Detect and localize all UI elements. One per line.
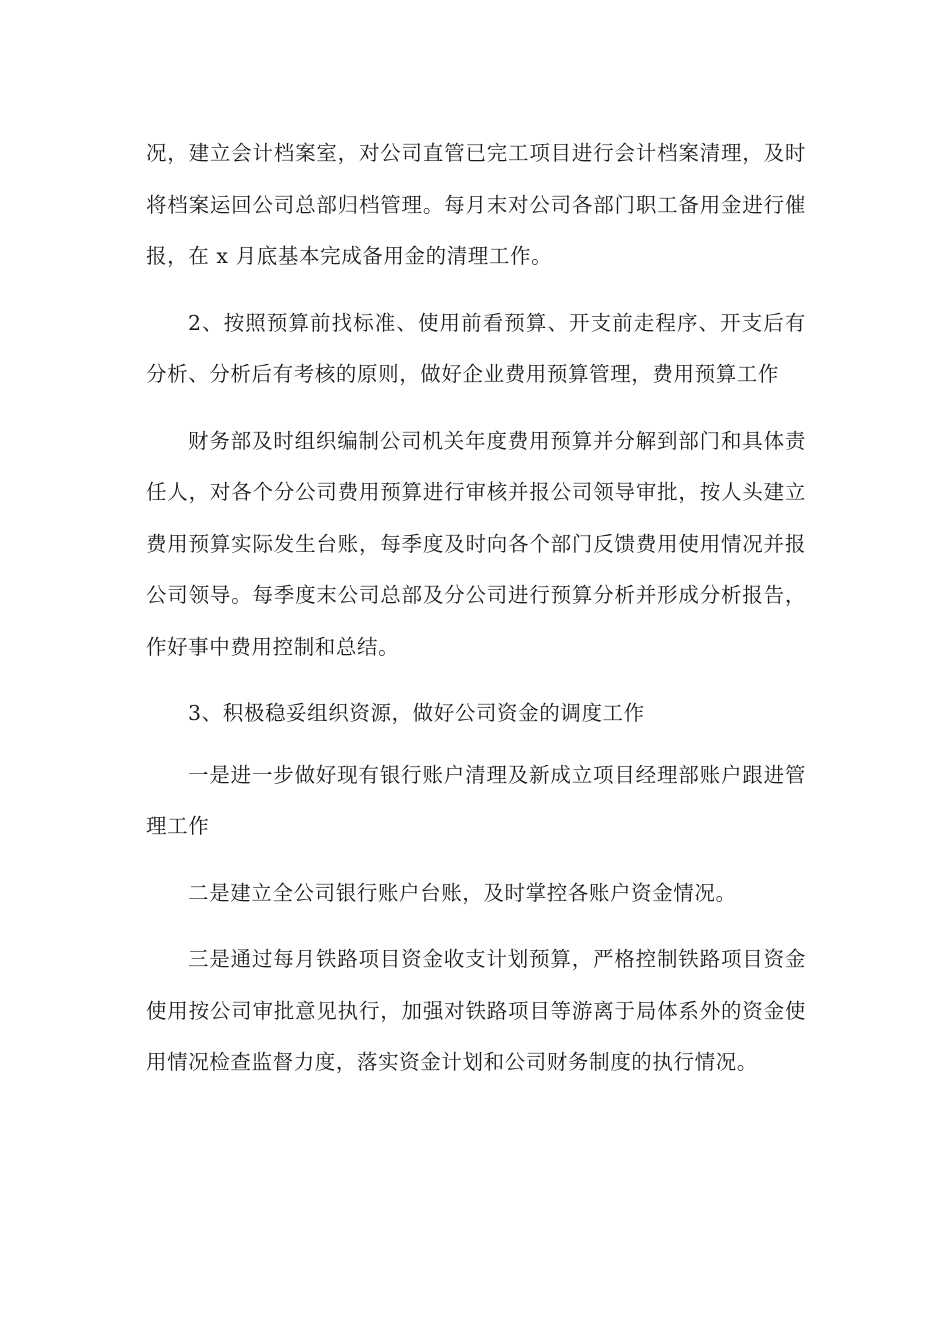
paragraph-fund-dispatch-heading: 3、积极稳妥组织资源，做好公司资金的调度工作 <box>188 701 645 725</box>
paragraph-item-two: 二是建立全公司银行账户台账，及时掌控各账户资金情况。 <box>188 880 737 905</box>
paragraph-archive-cleanup: 况，建立会计档案室，对公司直管已完工项目进行会计档案清理，及时将档案运回公司总部归档管理。每月末对公司各部门职工备用金进行催报，在 x 月底基本完成备用金的清理工作。 <box>146 141 806 268</box>
paragraph-item-one: 一是进一步做好现有银行账户清理及新成立项目经理部账户跟进管理工作 <box>146 762 806 838</box>
document-body <box>146 128 806 1104</box>
paragraph-budget-principle: 2、按照预算前找标准、使用前看预算、开支前走程序、开支后有分析、分析后有考核的原则，做好企业费用预算管理，费用预算工作 <box>146 310 806 386</box>
paragraph-budget-process: 财务部及时组织编制公司机关年度费用预算并分解到部门和具体责任人，对各个分公司费用预算进行审核并报公司领导审批，按人头建立费用预算实际发生台账，每季度及时向各个部门反馈费用使用情况并报公司领导。每季度末公司总部及分公司进行预算分析并形成分析报告，作好事中费用控制和总结。 <box>146 428 806 659</box>
paragraph-item-three: 三是通过每月铁路项目资金收支计划预算，严格控制铁路项目资金使用按公司审批意见执行，加强对铁路项目等游离于局体系外的资金使用情况检查监督力度，落实资金计划和公司财务制度的执行情况。 <box>146 947 806 1074</box>
